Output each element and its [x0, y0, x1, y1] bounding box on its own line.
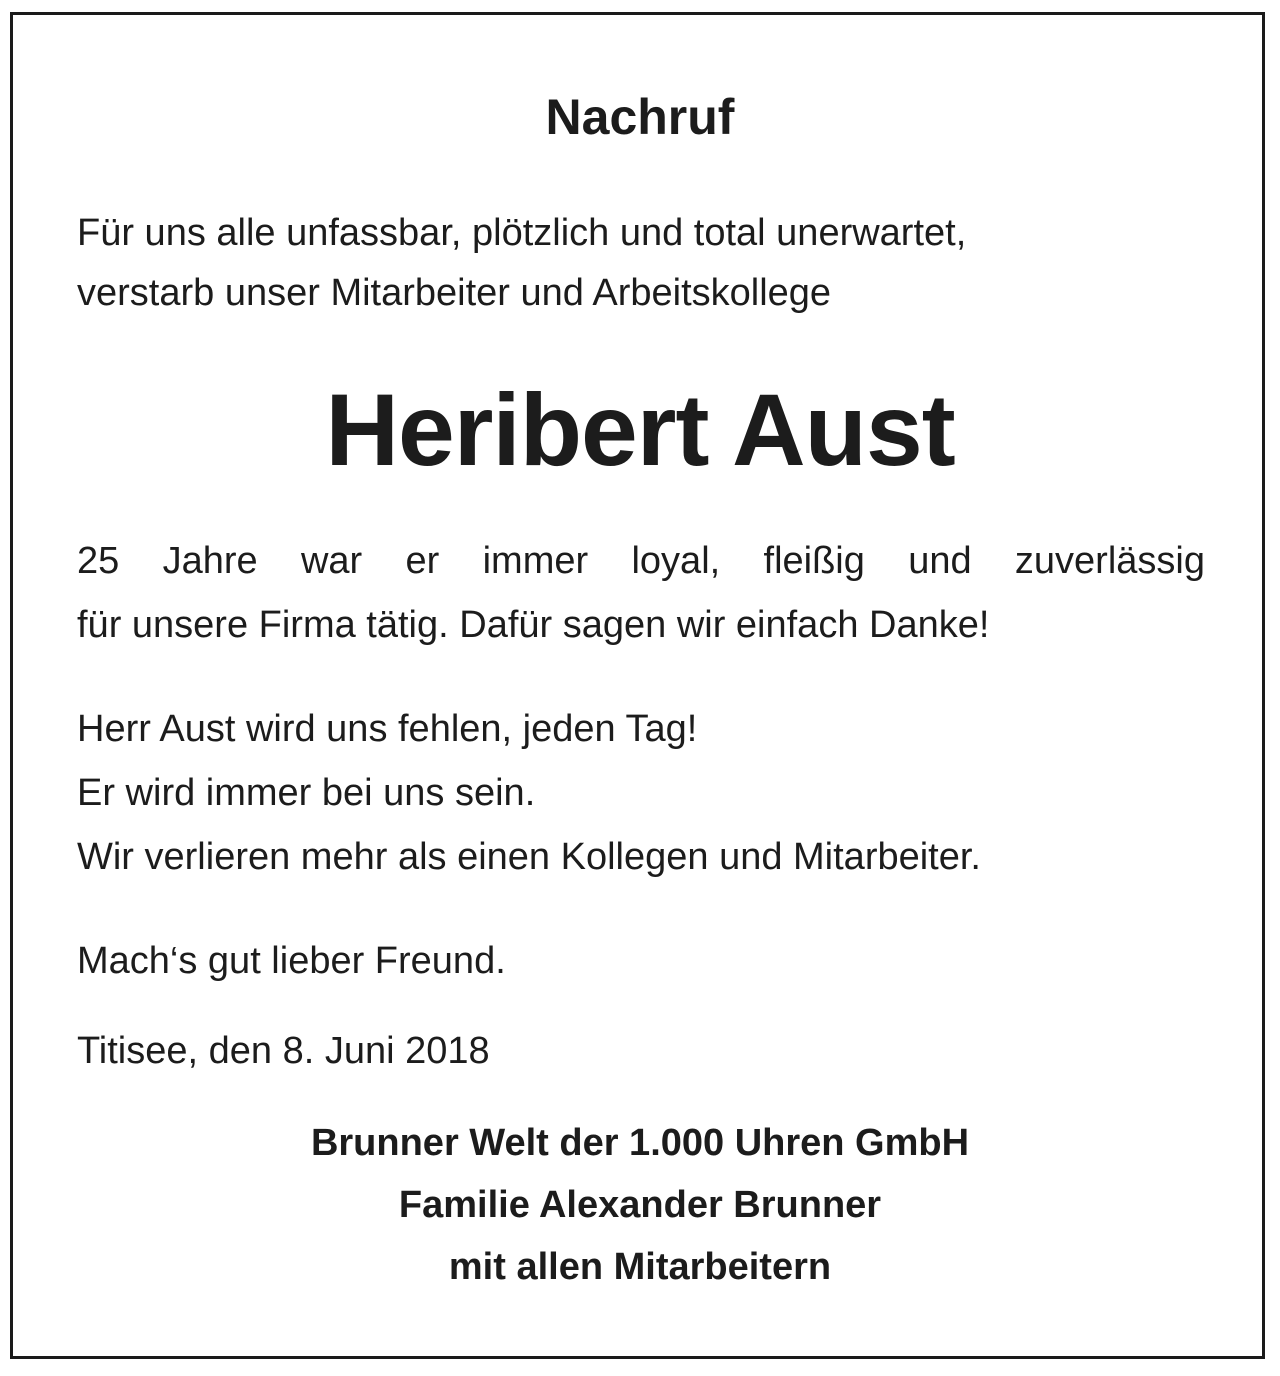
- signatory-family: Familie Alexander Brunner: [398, 1184, 882, 1226]
- deceased-name: Heribert Aust: [325, 373, 955, 487]
- intro-line-1: Für uns alle unfassbar, plötzlich und total unerwartet,: [77, 212, 967, 254]
- tribute-line-2: für unsere Firma tätig. Dafür sagen wir einfach Danke!: [77, 604, 990, 646]
- tribute-line-1: 25 Jahre war er immer loyal, fleißig und zuverlässig: [77, 540, 1205, 582]
- farewell-line: Mach‘s gut lieber Freund.: [77, 940, 506, 982]
- signatory-company: Brunner Welt der 1.000 Uhren GmbH: [310, 1122, 970, 1164]
- message-line-3: Wir verlieren mehr als einen Kollegen und Mitarbeiter.: [77, 836, 981, 878]
- notice-heading: Nachruf: [545, 89, 735, 145]
- message-line-2: Er wird immer bei uns sein.: [77, 772, 536, 814]
- signatory-staff: mit allen Mitarbeitern: [448, 1246, 832, 1288]
- place-date: Titisee, den 8. Juni 2018: [77, 1030, 490, 1072]
- message-line-1: Herr Aust wird uns fehlen, jeden Tag!: [77, 708, 698, 750]
- intro-line-2: verstarb unser Mitarbeiter und Arbeitskollege: [77, 272, 832, 314]
